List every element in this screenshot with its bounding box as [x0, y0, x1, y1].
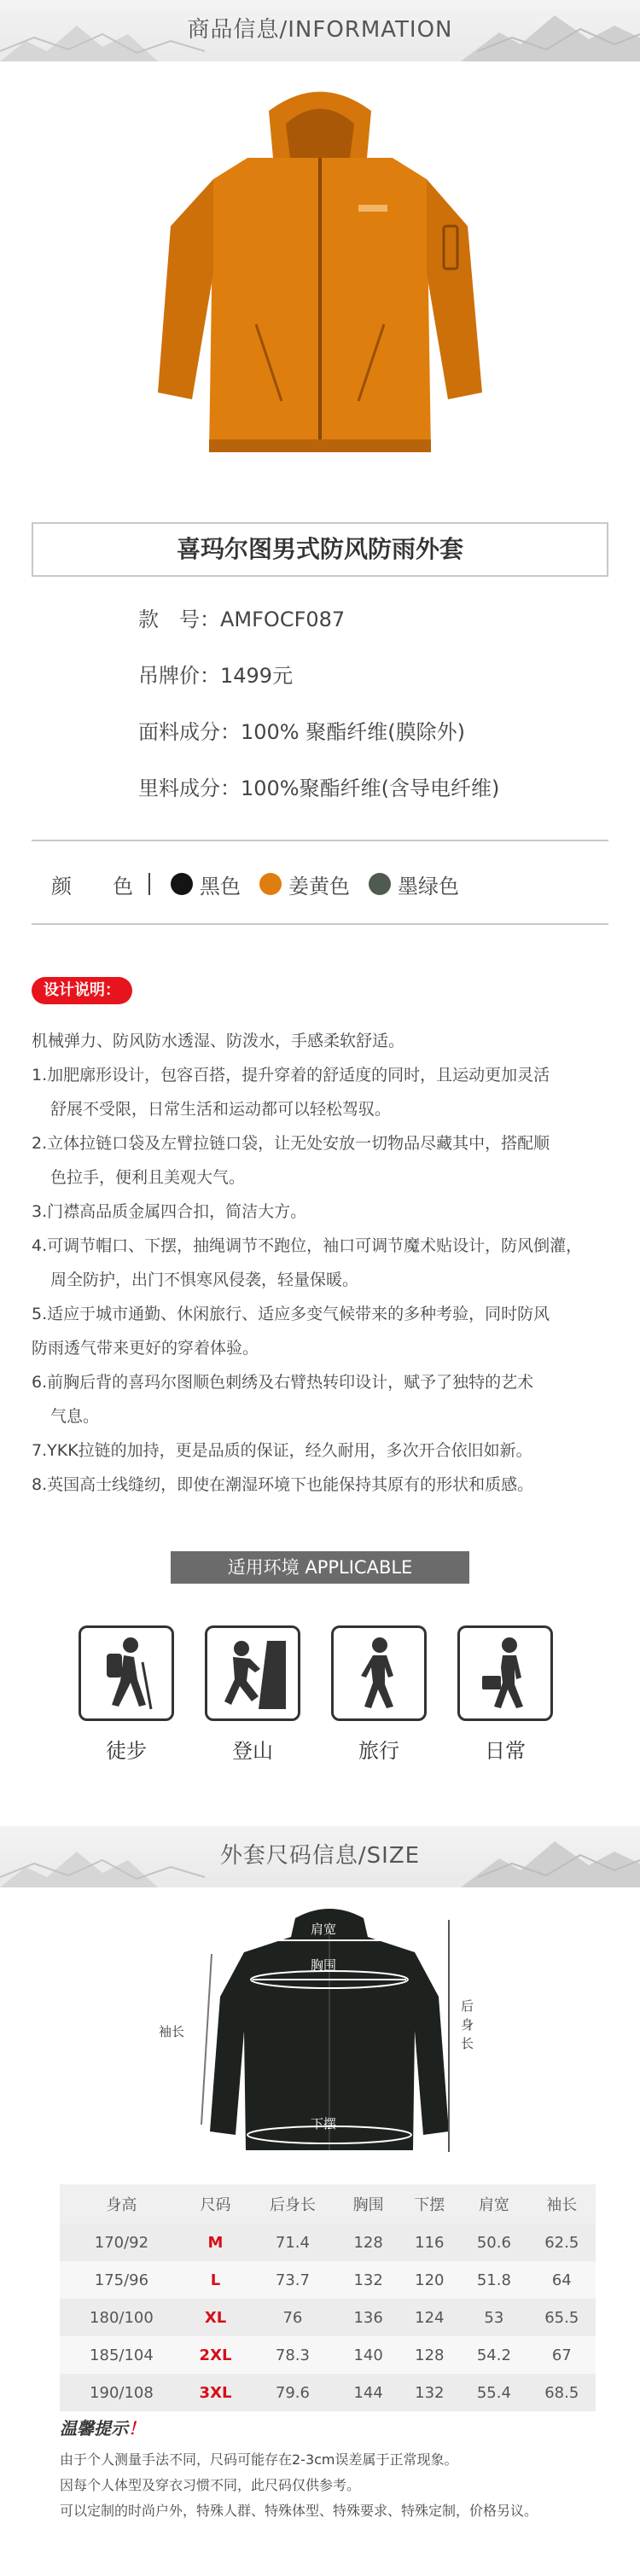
size-cell: 2XL	[183, 2336, 247, 2374]
desc-line: 8.英国高士线缝纫，即使在潮湿环境下也能保持其原有的形状和质感。	[32, 1475, 534, 1494]
color-option-ginger[interactable]	[259, 869, 350, 899]
table-cell: 64	[528, 2261, 596, 2299]
col-header: 后身长	[247, 2184, 338, 2224]
table-row	[60, 2224, 596, 2261]
divider	[32, 923, 608, 925]
table-row	[60, 2299, 596, 2336]
color-name: 姜黄色	[288, 874, 350, 898]
table-cell: 140	[338, 2336, 399, 2374]
desc-line: 周全防护，出门不惧寒风侵袭，轻量保暖。	[50, 1271, 359, 1289]
spec-label: 吊牌价：	[138, 664, 220, 688]
color-swatch	[259, 873, 282, 895]
desc-line: 5.适应于城市通勤、休闲旅行、适应多变气候带来的多种考验，同时防风	[32, 1305, 550, 1323]
table-cell: 71.4	[247, 2224, 338, 2261]
spec-label: 面料成分：	[138, 720, 241, 744]
table-cell: 128	[338, 2224, 399, 2261]
table-cell: 62.5	[528, 2224, 596, 2261]
desc-line: 3.门襟高品质金属四合扣，简洁大方。	[32, 1202, 307, 1221]
table-cell: 50.6	[460, 2224, 527, 2261]
note-line: 因每个人体型及穿衣习惯不同，此尺码仅供参考。	[60, 2477, 361, 2493]
table-cell: 53	[460, 2299, 527, 2336]
design-label-badge: 设计说明：	[32, 977, 132, 1004]
color-separator	[148, 873, 150, 895]
hiking-icon	[79, 1625, 174, 1721]
size-measurement-diagram	[159, 1903, 492, 2167]
table-row	[60, 2374, 596, 2411]
notes-title-mark: ！	[128, 2418, 145, 2439]
back-length-label: 后身长	[461, 1998, 474, 2051]
desc-line: 舒展不受限，日常生活和运动都可以轻松驾驭。	[50, 1100, 392, 1119]
divider	[32, 840, 608, 841]
activity-label-daily: 日常	[485, 1739, 526, 1763]
table-cell: 120	[399, 2261, 460, 2299]
table-cell: 79.6	[247, 2374, 338, 2411]
table-cell: 76	[247, 2299, 338, 2336]
color-option-black[interactable]	[171, 869, 241, 899]
desc-line: 1.加肥廓形设计，包容百搭，提升穿着的舒适度的同时，且运动更加灵活	[32, 1066, 550, 1084]
color-swatch	[171, 873, 193, 895]
col-header: 尺码	[183, 2184, 247, 2224]
col-header: 袖长	[528, 2184, 596, 2224]
desc-line: 2.立体拉链口袋及左臂拉链口袋，让无处安放一切物品尽藏其中，搭配顺	[32, 1134, 550, 1153]
desc-line: 7.YKK拉链的加持，更是品质的保证，经久耐用，多次开合依旧如新。	[32, 1441, 532, 1460]
daily-commute-icon	[457, 1625, 553, 1721]
table-cell: 54.2	[460, 2336, 527, 2374]
size-table	[60, 2184, 596, 2411]
activity-label-climbing: 登山	[232, 1739, 273, 1763]
color-name: 墨绿色	[398, 874, 459, 898]
table-cell: 136	[338, 2299, 399, 2336]
desc-line: 机械弹力、防风防水透湿、防泼水，手感柔软舒适。	[32, 1032, 405, 1050]
table-cell: 116	[399, 2224, 460, 2261]
notes-title	[60, 2415, 145, 2439]
table-cell: 73.7	[247, 2261, 338, 2299]
spec-lining	[138, 771, 499, 801]
size-cell: M	[183, 2224, 247, 2261]
chest-label: 胸围	[311, 1957, 337, 1973]
product-image-jacket	[154, 77, 486, 478]
product-title: 喜玛尔图男式防风防雨外套	[32, 522, 608, 577]
spec-value: 100% 聚酯纤维(膜除外)	[241, 720, 465, 744]
col-header: 身高	[60, 2184, 183, 2224]
shoulder-label: 肩宽	[311, 1922, 337, 1937]
travel-walking-icon	[331, 1625, 427, 1721]
size-banner-title: 外套尺码信息/SIZE	[219, 1843, 421, 1869]
spec-label: 里料成分：	[138, 776, 241, 800]
table-cell: 78.3	[247, 2336, 338, 2374]
info-banner	[0, 0, 640, 61]
table-cell: 132	[338, 2261, 399, 2299]
table-cell: 170/92	[60, 2224, 183, 2261]
climbing-icon	[205, 1625, 300, 1721]
activity-label-hiking: 徒步	[106, 1739, 147, 1763]
table-cell: 67	[528, 2336, 596, 2374]
spec-tag-price	[138, 659, 293, 689]
table-cell: 185/104	[60, 2336, 183, 2374]
spec-value: 100%聚酯纤维(含导电纤维)	[241, 776, 500, 800]
desc-line: 色拉手，便利且美观大气。	[50, 1168, 246, 1187]
table-cell: 55.4	[460, 2374, 527, 2411]
table-cell: 144	[338, 2374, 399, 2411]
applicable-environment-title: 适用环境 APPLICABLE	[171, 1551, 469, 1584]
notes-title-text: 温馨提示	[60, 2418, 128, 2439]
sleeve-label: 袖长	[159, 2024, 185, 2039]
table-row	[60, 2336, 596, 2374]
spec-value: 1499元	[220, 664, 294, 688]
table-cell: 68.5	[528, 2374, 596, 2411]
size-table-header	[60, 2184, 596, 2224]
col-header: 胸围	[338, 2184, 399, 2224]
info-banner-title: 商品信息/INFORMATION	[187, 17, 453, 43]
color-options	[51, 867, 478, 901]
size-cell: XL	[183, 2299, 247, 2336]
note-line: 可以定制的时尚户外，特殊人群、特殊体型、特殊要求、特殊定制，价格另议。	[60, 2503, 538, 2519]
color-label: 颜 色	[51, 874, 133, 898]
spec-value: AMFOCF087	[220, 608, 346, 631]
size-cell: 3XL	[183, 2374, 247, 2411]
spec-style-number	[138, 602, 345, 632]
desc-line: 气息。	[50, 1407, 100, 1426]
color-swatch	[369, 873, 391, 895]
table-row	[60, 2261, 596, 2299]
table-cell: 124	[399, 2299, 460, 2336]
table-cell: 65.5	[528, 2299, 596, 2336]
table-cell: 132	[399, 2374, 460, 2411]
table-cell: 51.8	[460, 2261, 527, 2299]
spec-fabric	[138, 715, 465, 745]
desc-line: 6.前胸后背的喜玛尔图顺色刺绣及右臂热转印设计，赋予了独特的艺术	[32, 1373, 534, 1392]
note-line: 由于个人测量手法不同，尺码可能存在2-3cm误差属于正常现象。	[60, 2451, 458, 2468]
desc-line: 4.可调节帽口、下摆，抽绳调节不跑位，袖口可调节魔术贴设计，防风倒灌，	[32, 1236, 583, 1255]
color-option-dark-green[interactable]	[369, 869, 459, 899]
size-cell: L	[183, 2261, 247, 2299]
table-cell: 180/100	[60, 2299, 183, 2336]
activity-label-travel: 旅行	[358, 1739, 399, 1763]
spec-label: 款 号：	[138, 608, 220, 631]
color-name: 黑色	[200, 874, 241, 898]
col-header: 下摆	[399, 2184, 460, 2224]
table-cell: 128	[399, 2336, 460, 2374]
table-cell: 175/96	[60, 2261, 183, 2299]
table-cell: 190/108	[60, 2374, 183, 2411]
desc-line: 防雨透气带来更好的穿着体验。	[32, 1339, 259, 1358]
design-description	[32, 1024, 612, 1502]
col-header: 肩宽	[460, 2184, 527, 2224]
size-banner	[0, 1826, 640, 1887]
hem-label: 下摆	[311, 2116, 337, 2131]
